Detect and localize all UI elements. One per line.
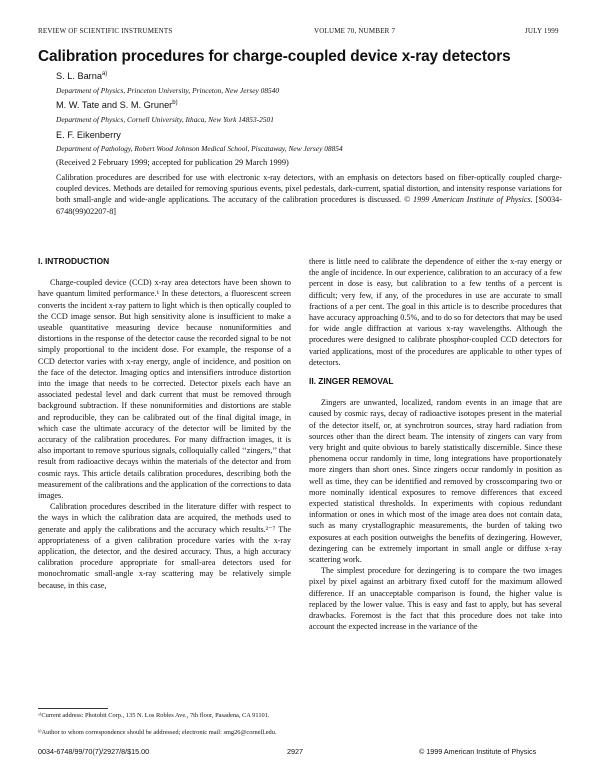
paragraph: Charge-coupled device (CCD) x-ray area detectors have been shown to have quantum limited performance.¹ In these detectors, a fluorescent screen converts the incident x-ray pattern to light which is then optically coupled to the CCD image sensor. But high sensitivity alone is insufficient to make a useable quantitative measuring device because nonuniformities and distortions in the response of the detector cause the recorded signal to be not simply proportional to the incident dose. For example, the response of a CCD detector varies with x-ray energy, angle of incidence, and position on the face of the detector. Imaging optics and intensifiers introduce distortion into the image that needs to be corrected. Detector pixels each have an associated pedestal level and dark current that must be removed through background subtraction. If these nonuniformities and distortions are stable and reproducible, they can be calibrated out of the final digital image, in which case the ultimate accuracy of the detector will be limited by the accuracy of the calibration procedures. For many diffraction images, it is also important to remove spurious signals, colloquially called ‘‘zingers,’’ that result from radioactive decays within the materials of the detector and from cosmic rays. This article details calibration procedures, describing both the measurement of the calibrations and the application of the corrections to data images. (38, 278, 291, 501)
affiliation-2: Department of Physics, Cornell University, Ithaca, New York 14853-2501 (56, 115, 274, 124)
author-names: S. L. Barna (56, 71, 102, 82)
paragraph: The simplest procedure for dezingering is to compare the two images pixel by pixel against an arbitrary fixed cutoff for the maximum allowed difference. If an unacceptable comparison is found, the higher value is replaced by the lower value. This is easy and fast to apply, but has several drawbacks. Foremost is the fact that this procedure does not take into account the expected increase in the variance of the (309, 566, 562, 632)
author-line-2 (56, 100, 178, 110)
paragraph: Zingers are unwanted, localized, random events in an image that are caused by cosmic rays, decay of radioactive isotopes present in the material of the detector itself, or, at synchrotron sources, stray hard radiation from sources other than the direct beam. The intensity of zingers can vary from very bright and quite obvious to barely statistically discernible. Since these phenomena occur randomly in time, long integrations have proportionately more zingers than short ones. Since zingers occur randomly in position as well as time, they can be identified and removed by crosscomparing two or more nominally identical exposures to remove differences that exceed expected statistical thresholds. In experiments with copious redundant information or ones in which most of the image area does not contain data, such as many crystallographic measurements, the burden of taking two exposures at each position outweighs the benefits of dezingering. However, dezingering can be extremely important in small angle or diffuse x-ray scattering work. (309, 398, 562, 565)
section-heading-introduction: I. INTRODUCTION (38, 256, 110, 266)
abstract (56, 172, 562, 217)
author-footnote-marker: a) (101, 71, 108, 77)
author-footnote-marker: b) (172, 100, 178, 106)
paper-title: Calibration procedures for charge-coupled device x-ray detectors (38, 48, 511, 65)
footer-code: 0034-6748/99/70(7)/2927/8/$15.00 (38, 747, 150, 756)
section-heading-zinger-removal: II. ZINGER REMOVAL (309, 376, 394, 387)
paragraph: Calibration procedures described in the literature differ with respect to the ways in which the calibration data are acquired, the methods used to generate and apply the calibrations and the accuracy which results.²⁻⁷ The appropriateness of a given calibration procedure varies with the x-ray application, the detector, and the desired accuracy. Thus, a high accuracy calibration procedure appropriate for small-area detectors used for monochromatic small-angle x-ray scattering may be relatively simple because, in this case, (38, 502, 291, 590)
affiliation-1: Department of Physics, Princeton University, Princeton, New Jersey 08540 (56, 86, 280, 95)
page-number: 2927 (287, 747, 303, 756)
affiliation-3: Department of Pathology, Robert Wood Johnson Medical School, Piscataway, New Jersey 08854 (56, 144, 343, 153)
author-names: E. F. Eikenberry (56, 130, 121, 140)
issue-date: JULY 1999 (525, 27, 559, 35)
right-column (309, 256, 562, 633)
journal-name: REVIEW OF SCIENTIFIC INSTRUMENTS (38, 27, 173, 35)
doi: [S0034-6748(99)02207-8] (56, 195, 563, 216)
received-dates: (Received 2 February 1999; accepted for publication 29 March 1999) (56, 158, 289, 167)
footnote-rule (38, 708, 108, 709)
footnote-b: ᵇ⁾Author to whom correspondence should be addressed; electronic mail: smg26@cornell.edu. (38, 729, 277, 736)
copyright-line: © 1999 American Institute of Physics. (403, 195, 533, 205)
volume-number: VOLUME 70, NUMBER 7 (314, 27, 396, 35)
footnote-a: ᵃ⁾Current address: Photobit Corp., 135 N. Los Robles Ave., 7th floor, Pasadena, CA 91101. (38, 712, 270, 719)
paragraph: there is little need to calibrate the dependence of either the x-ray energy or the angle of incidence. In our experience, calibration to an accuracy of a few percent in dose is easy, but calibration to a few tenths of a percent is difficult; very few, if any, of the procedures in use are accurate to small fractions of a per cent. The goal in this article is to describe procedures that have accuracy approaching 0.5%, and to do so for detectors that may be used for wide angle diffraction at various x-ray wavelengths. Although the procedures were designed to calibrate phosphor-coupled CCD detectors for varied applications, most of the procedures are applicable to other types of detectors. (309, 257, 562, 367)
author-line-3 (56, 130, 121, 140)
author-names: M. W. Tate and S. M. Gruner (56, 100, 173, 111)
author-line-1 (56, 71, 107, 81)
footer-copyright: © 1999 American Institute of Physics (419, 747, 537, 756)
abstract-text: Calibration procedures are described for use with electronic x-ray detectors, with an emphasis on detectors based on fiber-optically coupled charge-coupled devices. Methods are detailed for removing spurious events, pixel pedestals, dark-current, spatial distortion, and intensity response variations for both small-angle and wide-angle applications. The accuracy of the calibration procedures is discussed. (56, 173, 562, 205)
left-column (38, 256, 291, 591)
